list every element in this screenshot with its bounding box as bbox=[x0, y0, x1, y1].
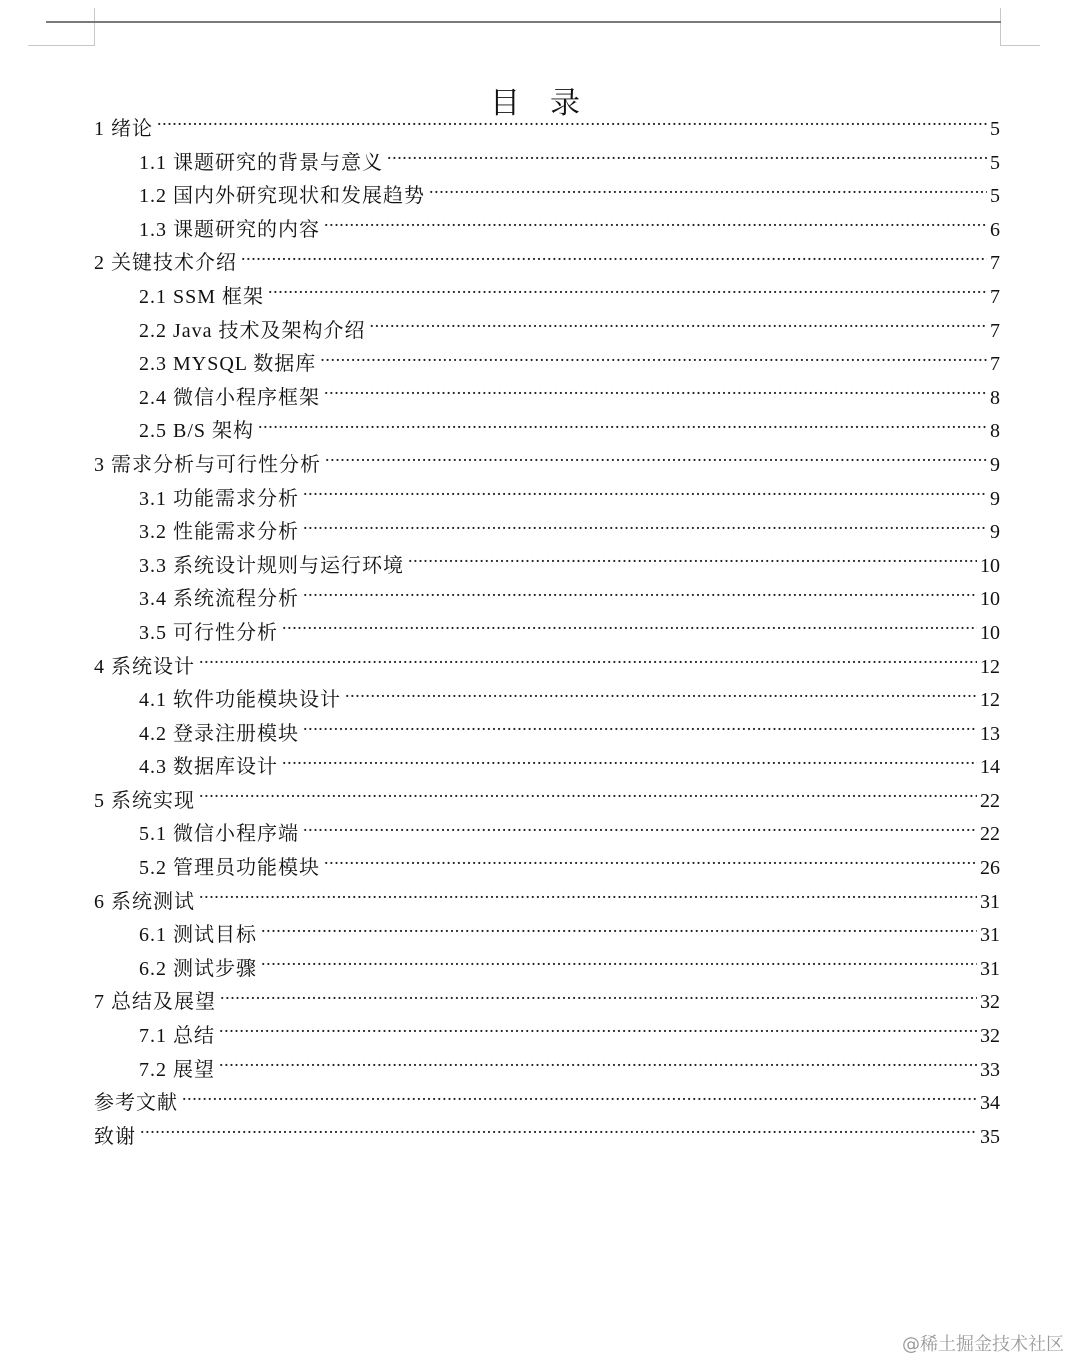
toc-chapter-entry[interactable] bbox=[94, 886, 1000, 920]
dot-leader bbox=[345, 686, 977, 706]
toc-entry-label: 4.3 数据库设计 bbox=[139, 756, 278, 779]
toc-entry-page-number: 12 bbox=[980, 689, 1000, 712]
toc-entry-label: 2.2 Java 技术及架构介绍 bbox=[139, 319, 366, 342]
toc-entry-label: 3.2 性能需求分析 bbox=[139, 521, 299, 544]
toc-section-entry[interactable] bbox=[94, 382, 1000, 416]
dot-leader bbox=[303, 820, 977, 840]
toc-entry-label: 2 关键技术介绍 bbox=[94, 252, 237, 275]
dot-leader bbox=[408, 552, 977, 572]
toc-entry-page-number: 13 bbox=[980, 722, 1000, 745]
toc-entry-label: 1 绪论 bbox=[94, 118, 153, 140]
dot-leader bbox=[268, 283, 987, 303]
toc-chapter-entry[interactable] bbox=[94, 785, 1000, 819]
toc-chapter-entry[interactable] bbox=[94, 986, 1000, 1020]
dot-leader bbox=[303, 485, 987, 505]
toc-entry-label: 4.2 登录注册模块 bbox=[139, 722, 299, 745]
toc-entry-page-number: 22 bbox=[980, 789, 1000, 812]
toc-entry-label: 3.1 功能需求分析 bbox=[139, 487, 299, 510]
dot-leader bbox=[387, 149, 987, 169]
toc-entry-page-number: 9 bbox=[990, 487, 1000, 510]
toc-section-entry[interactable] bbox=[94, 953, 1000, 987]
dot-leader bbox=[140, 1123, 977, 1143]
toc-entry-page-number: 10 bbox=[980, 621, 1000, 644]
toc-entry-page-number: 9 bbox=[990, 521, 1000, 544]
toc-entry-label: 致谢 bbox=[94, 1125, 136, 1148]
toc-title: 目录 bbox=[490, 86, 610, 122]
toc-chapter-entry[interactable] bbox=[94, 247, 1000, 281]
toc-section-entry[interactable] bbox=[94, 751, 1000, 785]
toc-chapter-entry[interactable] bbox=[94, 113, 1000, 147]
toc-entry-label: 1.3 课题研究的内容 bbox=[139, 218, 320, 241]
toc-section-entry[interactable] bbox=[94, 583, 1000, 617]
toc-entry-page-number: 14 bbox=[980, 756, 1000, 779]
dot-leader bbox=[182, 1089, 977, 1109]
toc-entry-page-number: 32 bbox=[980, 991, 1000, 1014]
toc-entry-label: 4.1 软件功能模块设计 bbox=[139, 689, 341, 712]
toc-entry-page-number: 31 bbox=[980, 890, 1000, 913]
toc-entry-label: 7 总结及展望 bbox=[94, 991, 216, 1014]
toc-entry-page-number: 32 bbox=[980, 1025, 1000, 1048]
dot-leader bbox=[199, 888, 977, 908]
dot-leader bbox=[370, 317, 987, 337]
toc-entry-page-number: 31 bbox=[980, 924, 1000, 947]
toc-entry-page-number: 7 bbox=[990, 319, 1000, 342]
table-of-contents bbox=[94, 113, 1000, 1154]
toc-section-entry[interactable] bbox=[94, 348, 1000, 382]
dot-leader bbox=[429, 182, 987, 202]
toc-entry-label: 3.5 可行性分析 bbox=[139, 621, 278, 644]
toc-section-entry[interactable] bbox=[94, 147, 1000, 181]
crop-mark-right-horizontal bbox=[1000, 45, 1040, 46]
toc-entry-page-number: 5 bbox=[990, 185, 1000, 208]
toc-chapter-entry[interactable] bbox=[94, 1087, 1000, 1121]
toc-entry-label: 1.2 国内外研究现状和发展趋势 bbox=[139, 185, 425, 208]
dot-leader bbox=[219, 1022, 977, 1042]
dot-leader bbox=[199, 787, 977, 807]
crop-mark-left-horizontal bbox=[28, 45, 95, 46]
dot-leader bbox=[258, 417, 987, 437]
toc-entry-page-number: 7 bbox=[990, 285, 1000, 308]
toc-entry-page-number: 10 bbox=[980, 554, 1000, 577]
toc-section-entry[interactable] bbox=[94, 516, 1000, 550]
toc-entry-label: 4 系统设计 bbox=[94, 655, 195, 678]
toc-entry-page-number: 7 bbox=[990, 252, 1000, 275]
toc-section-entry[interactable] bbox=[94, 315, 1000, 349]
toc-section-entry[interactable] bbox=[94, 180, 1000, 214]
dot-leader bbox=[261, 921, 977, 941]
toc-entry-label: 5.2 管理员功能模块 bbox=[139, 857, 320, 880]
toc-entry-label: 6.1 测试目标 bbox=[139, 924, 257, 947]
dot-leader bbox=[199, 653, 977, 673]
toc-section-entry[interactable] bbox=[94, 684, 1000, 718]
toc-entry-label: 参考文献 bbox=[94, 1092, 178, 1115]
toc-chapter-entry[interactable] bbox=[94, 651, 1000, 685]
dot-leader bbox=[241, 249, 987, 269]
toc-entry-page-number: 33 bbox=[980, 1058, 1000, 1081]
toc-entry-label: 3.3 系统设计规则与运行环境 bbox=[139, 554, 404, 577]
toc-entry-page-number: 8 bbox=[990, 420, 1000, 443]
toc-chapter-entry[interactable] bbox=[94, 449, 1000, 483]
dot-leader bbox=[282, 619, 977, 639]
toc-section-entry[interactable] bbox=[94, 214, 1000, 248]
toc-entry-label: 2.4 微信小程序框架 bbox=[139, 386, 320, 409]
dot-leader bbox=[320, 350, 987, 370]
dot-leader bbox=[157, 115, 987, 135]
dot-leader bbox=[324, 854, 977, 874]
toc-entry-label: 7.1 总结 bbox=[139, 1025, 215, 1048]
toc-entry-label: 6.2 测试步骤 bbox=[139, 957, 257, 980]
toc-entry-page-number: 10 bbox=[980, 588, 1000, 611]
toc-entry-page-number: 6 bbox=[990, 218, 1000, 241]
toc-entry-page-number: 8 bbox=[990, 386, 1000, 409]
watermark: @稀土掘金技术社区 bbox=[902, 1334, 1064, 1355]
toc-section-entry[interactable] bbox=[94, 281, 1000, 315]
toc-entry-label: 2.1 SSM 框架 bbox=[139, 285, 265, 308]
toc-section-entry[interactable] bbox=[94, 550, 1000, 584]
toc-section-entry[interactable] bbox=[94, 852, 1000, 886]
dot-leader bbox=[324, 384, 987, 404]
toc-entry-label: 6 系统测试 bbox=[94, 890, 195, 913]
dot-leader bbox=[282, 753, 977, 773]
dot-leader bbox=[303, 518, 987, 538]
toc-entry-page-number: 9 bbox=[990, 453, 1000, 476]
toc-chapter-entry[interactable] bbox=[94, 1121, 1000, 1155]
dot-leader bbox=[219, 1056, 977, 1076]
toc-section-entry[interactable] bbox=[94, 1020, 1000, 1054]
toc-section-entry[interactable] bbox=[94, 718, 1000, 752]
toc-section-entry[interactable] bbox=[94, 415, 1000, 449]
toc-entry-page-number: 35 bbox=[980, 1125, 1000, 1148]
toc-entry-page-number: 5 bbox=[990, 151, 1000, 174]
toc-entry-label: 1.1 课题研究的背景与意义 bbox=[139, 151, 383, 174]
crop-mark-left-vertical bbox=[94, 8, 95, 45]
header-rule bbox=[46, 21, 1001, 23]
toc-entry-page-number: 12 bbox=[980, 655, 1000, 678]
toc-entry-label: 3 需求分析与可行性分析 bbox=[94, 453, 321, 476]
toc-section-entry[interactable] bbox=[94, 1054, 1000, 1088]
dot-leader bbox=[303, 585, 977, 605]
dot-leader bbox=[325, 451, 987, 471]
dot-leader bbox=[324, 216, 987, 236]
toc-entry-label: 5.1 微信小程序端 bbox=[139, 823, 299, 846]
toc-entry-label: 2.5 B/S 架构 bbox=[139, 420, 255, 443]
toc-entry-page-number: 31 bbox=[980, 957, 1000, 980]
toc-section-entry[interactable] bbox=[94, 919, 1000, 953]
crop-mark-right-vertical bbox=[1000, 8, 1001, 45]
toc-section-entry[interactable] bbox=[94, 483, 1000, 517]
toc-entry-page-number: 26 bbox=[980, 857, 1000, 880]
toc-section-entry[interactable] bbox=[94, 818, 1000, 852]
dot-leader bbox=[220, 988, 977, 1008]
toc-entry-page-number: 22 bbox=[980, 823, 1000, 846]
toc-entry-page-number: 7 bbox=[990, 353, 1000, 376]
toc-section-entry[interactable] bbox=[94, 617, 1000, 651]
dot-leader bbox=[261, 955, 977, 975]
toc-entry-label: 3.4 系统流程分析 bbox=[139, 588, 299, 611]
toc-entry-page-number: 34 bbox=[980, 1092, 1000, 1115]
dot-leader bbox=[303, 720, 977, 740]
toc-entry-label: 5 系统实现 bbox=[94, 789, 195, 812]
toc-entry-label: 7.2 展望 bbox=[139, 1058, 215, 1081]
toc-entry-label: 2.3 MYSQL 数据库 bbox=[139, 353, 317, 376]
toc-entry-page-number: 5 bbox=[990, 118, 1000, 140]
